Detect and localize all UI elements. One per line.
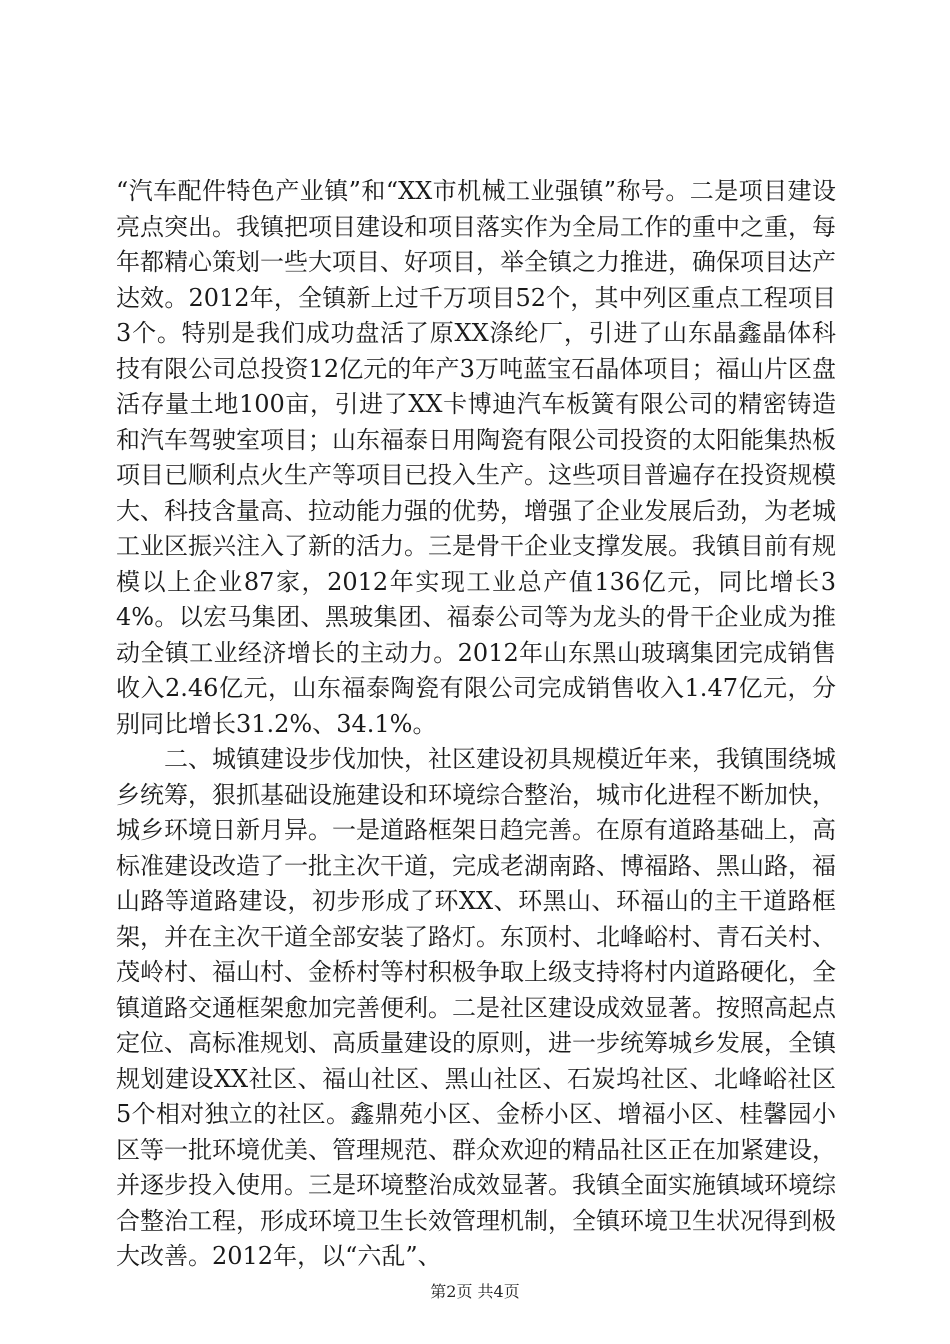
document-body (116, 174, 836, 1275)
paragraph-1: “汽车配件特色产业镇”和“XX市机械工业强镇”称号。二是项目建设亮点突出。我镇把项目建设和项目落实作为全局工作的重中之重，每年都精心策划一些大项目、好项目，举全镇之力推进，确保项目达产达效。2012年，全镇新上过千万项目52个，其中列区重点工程项目3个。特别是我们成功盘活了原XX涤纶厂，引进了山东晶鑫晶体科技有限公司总投资12亿元的年产3万吨蓝宝石晶体项目；福山片区盘活存量土地100亩，引进了XX卡博迪汽车板簧有限公司的精密铸造和汽车驾驶室项目；山东福泰日用陶瓷有限公司投资的太阳能集热板项目已顺利点火生产等项目已投入生产。这些项目普遍存在投资规模大、科技含量高、拉动能力强的优势，增强了企业发展后劲，为老城工业区振兴注入了新的活力。三是骨干企业支撑发展。我镇目前有规模以上企业87家，2012年实现工业总产值136亿元，同比增长34%。以宏马集团、黑玻集团、福泰公司等为龙头的骨干企业成为推动全镇工业经济增长的主动力。2012年山东黑山玻璃集团完成销售收入2.46亿元，山东福泰陶瓷有限公司完成销售收入1.47亿元，分别同比增长31.2%、34.1%。 (116, 177, 836, 738)
paragraph-2: 二、城镇建设步伐加快，社区建设初具规模近年来，我镇围绕城乡统筹，狠抓基础设施建设和环境综合整治，城市化进程不断加快，城乡环境日新月异。一是道路框架日趋完善。在原有道路基础上，高标准建设改造了一批主次干道，完成老湖南路、博福路、黑山路，福山路等道路建设，初步形成了环XX、环黑山、环福山的主干道路框架，并在主次干道全部安装了路灯。东顶村、北峰峪村、青石关村、茂岭村、福山村、金桥村等村积极争取上级支持将村内道路硬化，全镇道路交通框架愈加完善便利。二是社区建设成效显著。按照高起点定位、高标准规划、高质量建设的原则，进一步统筹城乡发展，全镇规划建设XX社区、福山社区、黑山社区、石炭坞社区、北峰峪社区5个相对独立的社区。鑫鼎苑小区、金桥小区、增福小区、桂馨园小区等一批环境优美、管理规范、群众欢迎的精品社区正在加紧建设，并逐步投入使用。三是环境整治成效显著。我镇全面实施镇域环境综合整治工程，形成环境卫生长效管理机制，全镇环境卫生状况得到极大改善。2012年，以“六乱”、 (116, 745, 836, 1270)
page-footer: 第2页 共4页 (430, 1282, 520, 1301)
